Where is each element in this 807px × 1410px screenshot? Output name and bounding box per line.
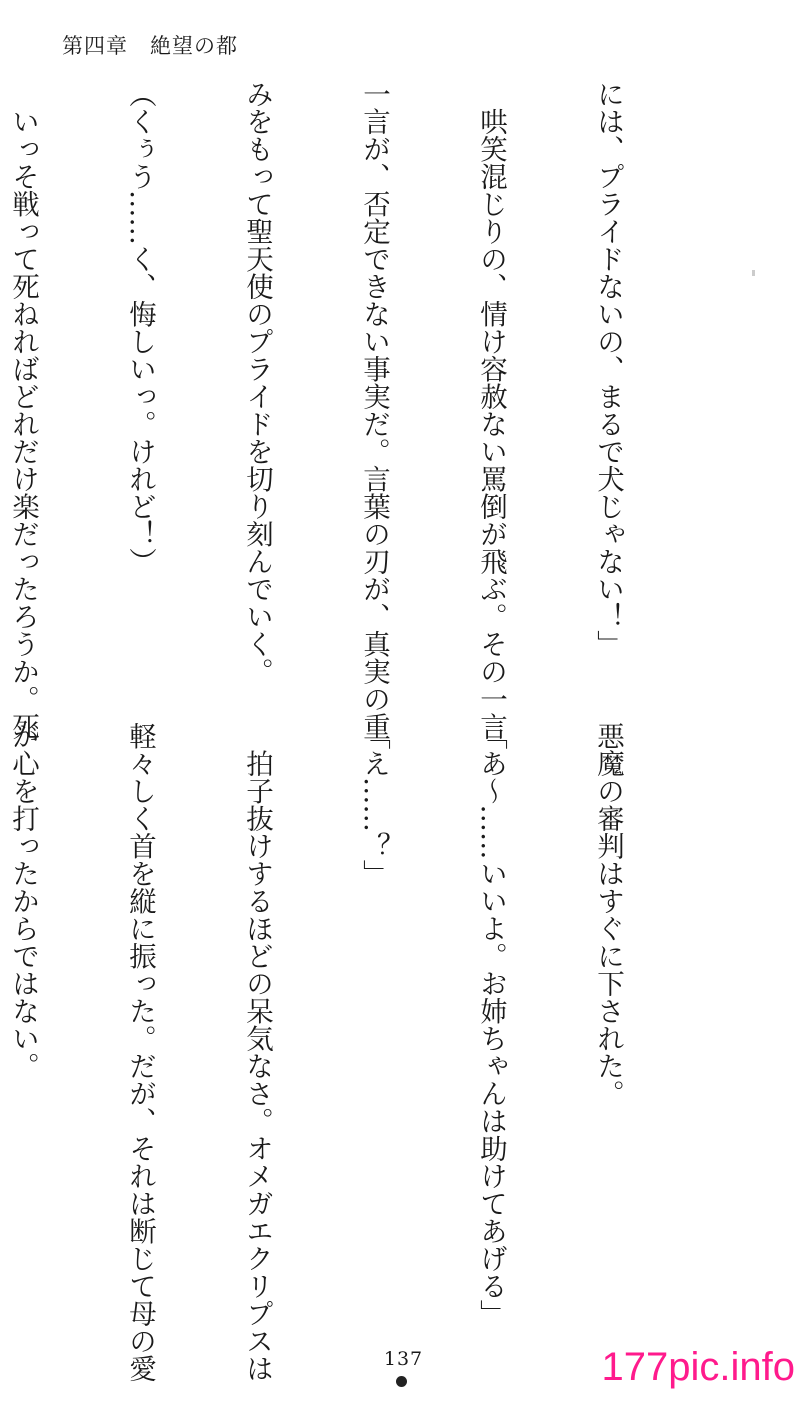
- chapter-title: 第四章 絶望の都: [62, 34, 238, 58]
- text-line: 哄笑混じりの、情け容赦ない罵倒が飛ぶ。その一言: [475, 80, 507, 740]
- text-line: 「え……？」: [358, 722, 390, 887]
- text-line: みをもって聖天使のプライドを切り刻んでいく。: [241, 80, 273, 685]
- body-text-top: [7, 80, 705, 740]
- text-line: 軽々しく首を縦に振った。だが、それは断じて母の愛: [124, 722, 156, 1382]
- text-line: 悪魔の審判はすぐに下された。: [592, 722, 624, 1107]
- page-number: 137: [383, 1348, 424, 1370]
- text-line: が心を打ったからではない。: [7, 722, 39, 1080]
- text-line: 「あ～……いいよ。お姉ちゃんは助けてあげる」: [475, 722, 507, 1327]
- text-line: いっそ戦って死ねればどれだけ楽だったろうか。死: [7, 80, 39, 740]
- paper-speck: [752, 270, 755, 276]
- text-line: 拍子抜けするほどの呆気なさ。オメガエクリプスは: [241, 722, 273, 1382]
- text-line: （くぅう……く、悔しいっ。けれど！）: [124, 80, 156, 575]
- page-marker-dot: [396, 1376, 407, 1387]
- text-line: 一言が、否定できない事実だ。言葉の刃が、真実の重: [358, 80, 390, 740]
- text-line: には、プライドないの、まるで犬じゃない！」: [592, 80, 624, 658]
- site-watermark: 177pic.info: [601, 1345, 795, 1389]
